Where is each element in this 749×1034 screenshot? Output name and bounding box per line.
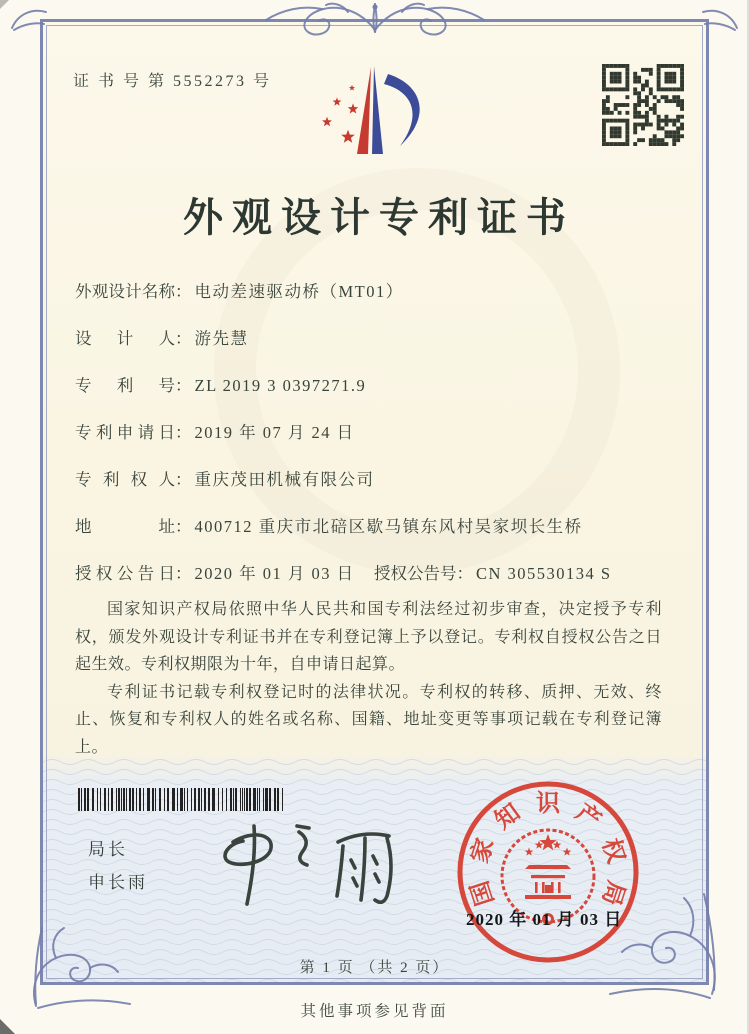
cnipa-logo-icon: [288, 40, 438, 162]
colon: ：: [175, 282, 192, 301]
national-ip-administration-seal: [455, 779, 641, 965]
scan-artifact-corner: [0, 1019, 15, 1034]
field-row-grant: [75, 550, 665, 597]
svg-text:国: 国: [467, 877, 500, 909]
field-value: 电动差速驱动桥（MT01）: [194, 282, 404, 301]
svg-text:知: 知: [490, 799, 526, 835]
top-left-corner-ornament: [8, 2, 48, 32]
colon: ：: [175, 329, 192, 348]
field-label: 专利号: [75, 376, 175, 395]
colon: ：: [175, 423, 192, 442]
top-right-corner-ornament: [701, 2, 741, 32]
field-value: 2020 年 01 月 03 日: [194, 564, 355, 583]
signer-title: 局长: [88, 840, 128, 859]
field-value: 2019 年 07 月 24 日: [194, 423, 355, 442]
svg-text:家: 家: [467, 835, 500, 867]
qr-code: [602, 64, 684, 146]
field-value: 游先慧: [194, 329, 249, 348]
svg-text:识: 识: [536, 791, 560, 817]
colon: ：: [175, 376, 192, 395]
legal-text: [75, 596, 662, 761]
certificate-number: 证 书 号 第 5552273 号: [73, 73, 272, 90]
colon: ：: [456, 564, 473, 583]
field-value: CN 305530134 S: [476, 564, 612, 583]
field-row-design-name: [75, 268, 665, 315]
paragraph: 专利证书记载专利权登记时的法律状况。专利权的转移、质押、无效、终止、恢复和专利权人的姓名或名称、国籍、地址变更等事项记载在专利登记簿上。: [75, 683, 662, 756]
field-row-filing-date: [75, 409, 665, 456]
field-value: ZL 2019 3 0397271.9: [194, 376, 367, 395]
svg-text:局: 局: [596, 877, 629, 909]
colon: ：: [175, 470, 192, 489]
shen-changyu-signature: [193, 804, 403, 916]
certificate-title: 外观设计专利证书: [183, 195, 575, 240]
svg-text:产: 产: [570, 799, 606, 835]
field-label: 设计人: [75, 329, 175, 348]
grant-number-group: [374, 550, 612, 597]
field-value: 重庆茂田机械有限公司: [194, 470, 375, 489]
field-value: 400712 重庆市北碚区歇马镇东风村吴家坝长生桥: [194, 517, 583, 536]
field-label: 地址: [75, 517, 175, 536]
field-label: 专利权人: [75, 470, 175, 489]
back-note: 其他事项参见背面: [300, 1003, 449, 1020]
field-row-address: [75, 503, 665, 550]
field-row-patentee: [75, 456, 665, 503]
field-list: [75, 268, 665, 597]
scan-artifact-top: [0, 0, 9, 9]
field-label: 专利申请日: [75, 423, 175, 442]
field-row-patent-number: [75, 362, 665, 409]
field-label: 授权公告日: [75, 564, 175, 583]
page-number: 第 1 页 （共 2 页）: [299, 960, 450, 976]
signer-name: 申长雨: [88, 873, 148, 892]
field-label: 授权公告号: [374, 564, 457, 583]
field-label: 外观设计名称: [75, 282, 175, 301]
signer-block: [88, 833, 148, 899]
field-row-designer: [75, 315, 665, 362]
svg-text:权: 权: [596, 835, 629, 867]
colon: ：: [175, 517, 192, 536]
seal-date: 2020 年 01 月 03 日: [466, 910, 623, 929]
paragraph: 国家知识产权局依照中华人民共和国专利法经过初步审查，决定授予专利权，颁发外观设计专利证书并在专利登记簿上予以登记。专利权自授权公告之日起生效。专利权期限为十年，自申请日起算。: [75, 601, 662, 673]
colon: ：: [175, 564, 192, 583]
